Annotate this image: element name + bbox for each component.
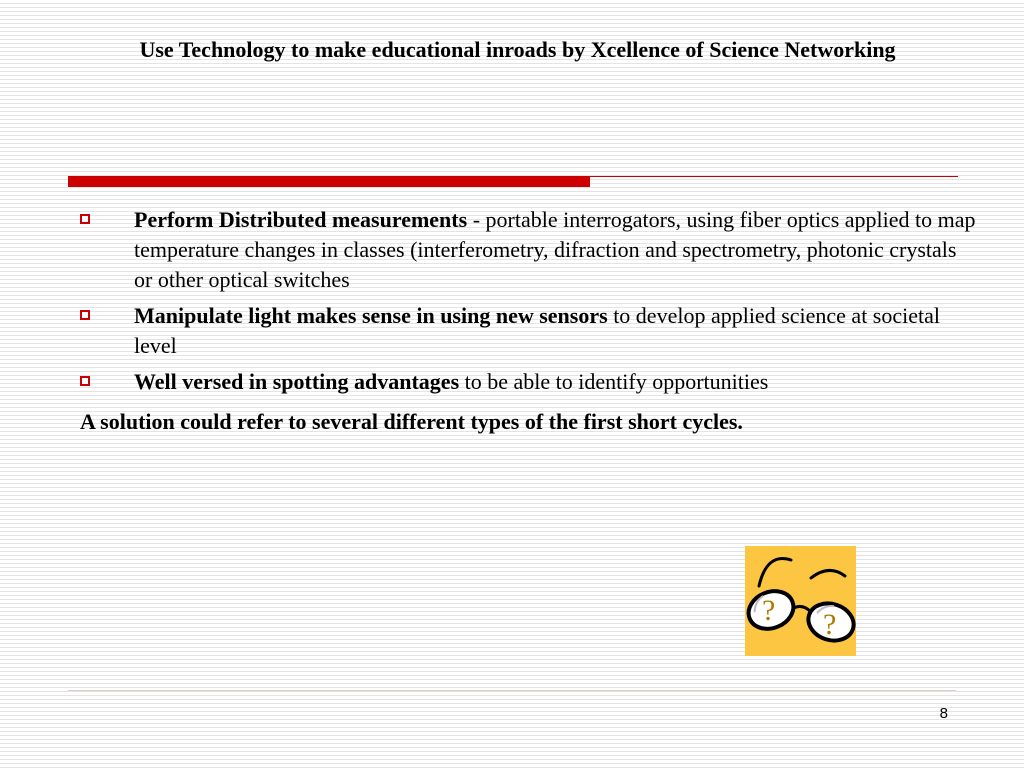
footer-divider (68, 690, 956, 691)
square-bullet-icon (80, 214, 90, 224)
bullet-text: to be able to identify opportunities (459, 369, 769, 394)
glasses-illustration (745, 546, 856, 656)
bullet-text: - portable interrogators, using fiber optics applied to map temperature changes in classes (interferometry, difraction and spectrometry, photonic crystals or other optical switches (134, 207, 976, 292)
summary-note: A solution could refer to several different types of the first short cycles. (80, 409, 743, 434)
slide-title: Use Technology to make educational inroads by Xcellence of Science Networking (139, 37, 896, 62)
bullet-item (78, 301, 978, 361)
bullet-bold-text: Perform Distributed measurements (134, 207, 468, 232)
page-number: 8 (939, 705, 948, 722)
title-divider (68, 174, 958, 188)
bullet-text: to develop applied science at societal level (134, 303, 940, 358)
square-bullet-icon (80, 376, 90, 386)
question-mark-right: ? (823, 608, 837, 641)
bullet-bold-text: Well versed in spotting advantages (134, 369, 460, 394)
bullet-list (78, 205, 978, 403)
question-glasses-icon (745, 546, 856, 656)
divider-thick-bar (68, 176, 590, 187)
bullet-item (78, 205, 978, 295)
divider-thin-line (590, 176, 958, 177)
bullet-bold-text: Manipulate light makes sense in using new sensors (134, 303, 608, 328)
square-bullet-icon (80, 310, 90, 320)
question-mark-left: ? (762, 594, 776, 627)
bullet-item (78, 367, 978, 397)
